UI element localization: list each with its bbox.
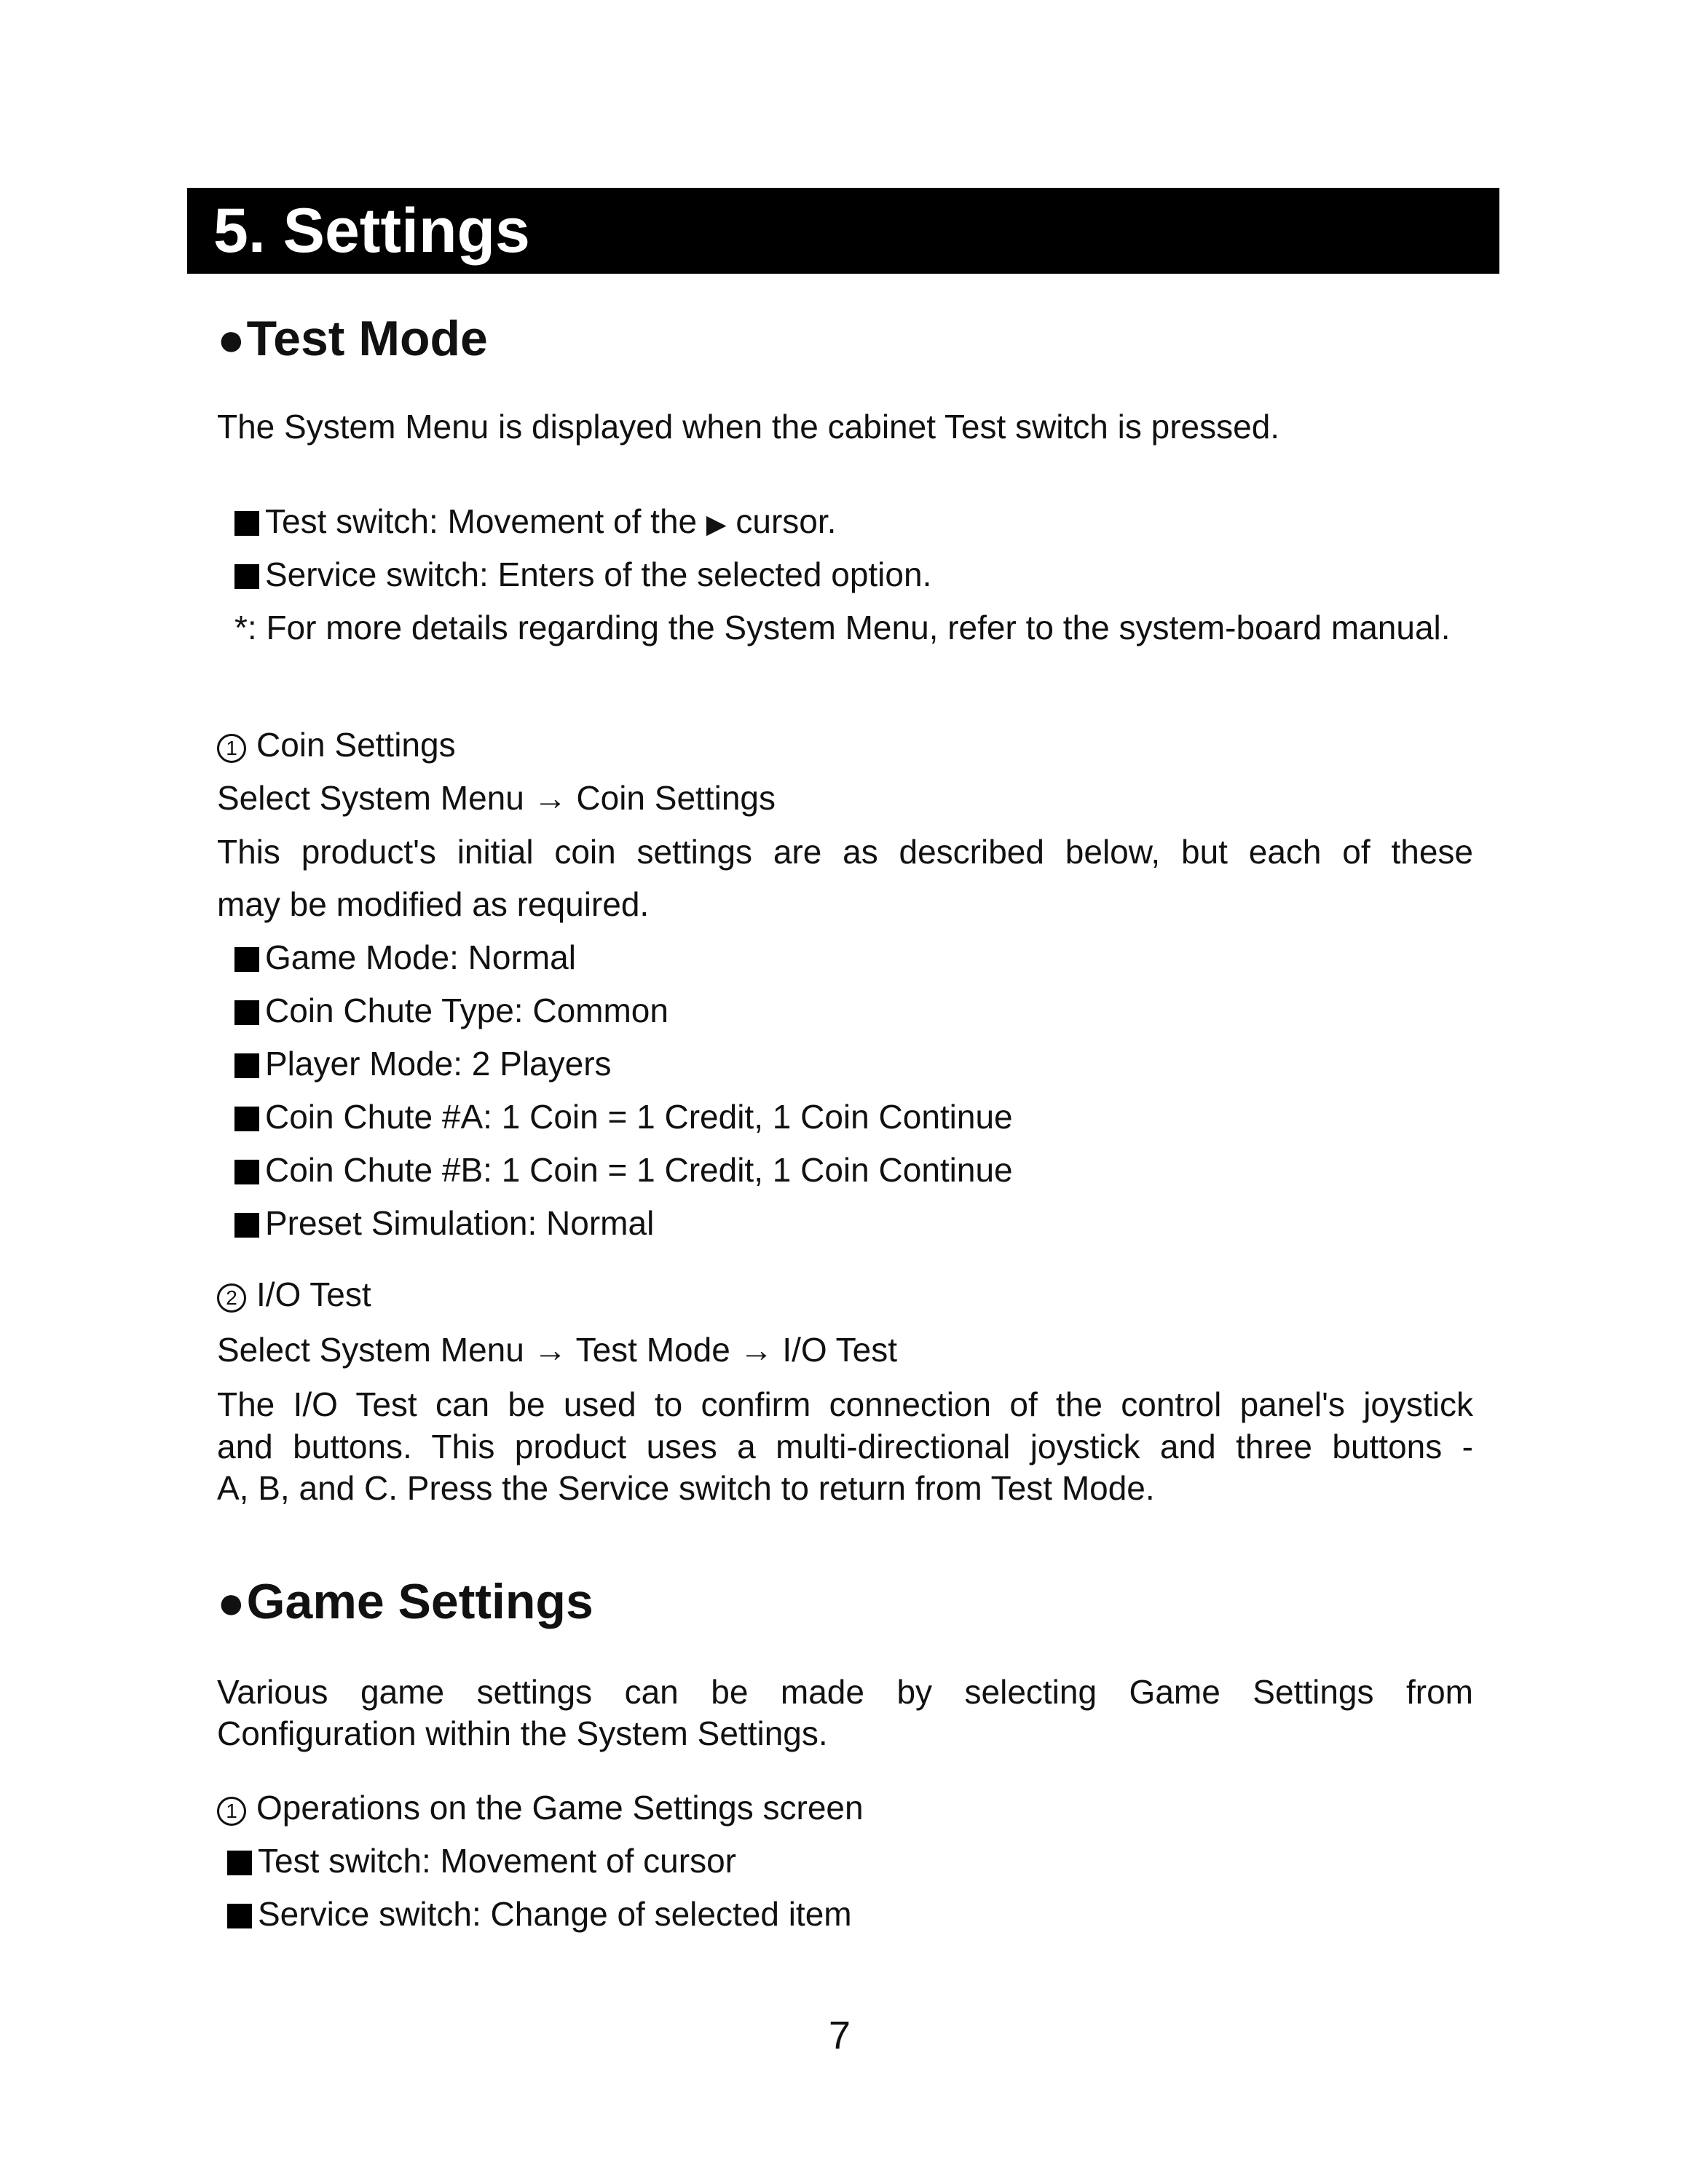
coin-setting-item: Player Mode: 2 Players: [234, 1043, 612, 1084]
square-bullet-icon: [234, 511, 259, 536]
circled-number: 1: [217, 1797, 246, 1826]
coin-setting-item: Preset Simulation: Normal: [234, 1203, 654, 1243]
test-mode-intro: The System Menu is displayed when the cabinet Test switch is pressed.: [217, 408, 1280, 446]
square-bullet-icon: [227, 1904, 252, 1928]
operations-item: Service switch: Change of selected item: [227, 1894, 852, 1934]
coin-settings-path: Select System Menu → Coin Settings: [217, 779, 776, 817]
filled-circle-icon: ●: [217, 1576, 245, 1629]
game-settings-heading-text: Game Settings: [246, 1574, 593, 1629]
arrow-right-icon: →: [533, 779, 567, 817]
test-mode-heading-text: Test Mode: [246, 311, 488, 366]
play-triangle-icon: ▶: [706, 509, 727, 539]
test-mode-heading: [217, 309, 488, 368]
coin-settings-desc-1: This product's initial coin settings are as described below, but each of these: [217, 833, 1473, 871]
coin-setting-item: Coin Chute #A: 1 Coin = 1 Credit, 1 Coin Continue: [234, 1096, 1013, 1137]
coin-settings-desc-2: may be modified as required.: [217, 885, 650, 923]
square-bullet-icon: [234, 947, 259, 972]
io-test-title: 2 I/O Test: [217, 1274, 371, 1315]
coin-settings-title: 1 Coin Settings: [217, 724, 456, 765]
square-bullet-icon: [234, 564, 259, 589]
section-title: 5. Settings: [187, 188, 1499, 274]
square-bullet-icon: [234, 1107, 259, 1131]
filled-circle-icon: ●: [217, 313, 245, 365]
system-menu-note: *: For more details regarding the System Menu, refer to the system-board manual.: [234, 609, 1451, 646]
game-settings-intro-2: Configuration within the System Settings.: [217, 1714, 828, 1752]
page-number: 7: [829, 2014, 851, 2057]
coin-setting-item: Game Mode: Normal: [234, 937, 576, 978]
io-test-desc-2: and buttons. This product uses a multi-directional joystick and three buttons -: [217, 1428, 1473, 1465]
square-bullet-icon: [234, 1000, 259, 1025]
arrow-right-icon: →: [533, 1331, 567, 1369]
coin-setting-item: Coin Chute Type: Common: [234, 990, 669, 1031]
test-switch-bullet: Test switch: Movement of the ▶ cursor.: [234, 501, 836, 545]
coin-setting-item: Coin Chute #B: 1 Coin = 1 Credit, 1 Coin Continue: [234, 1150, 1013, 1190]
square-bullet-icon: [227, 1851, 252, 1875]
square-bullet-icon: [234, 1213, 259, 1238]
circled-number: 1: [217, 734, 246, 763]
io-test-desc-1: The I/O Test can be used to confirm connection of the control panel's joystick: [217, 1385, 1473, 1423]
square-bullet-icon: [234, 1053, 259, 1078]
service-switch-bullet: Service switch: Enters of the selected option.: [234, 554, 931, 595]
game-settings-intro-1: Various game settings can be made by selecting Game Settings from: [217, 1673, 1473, 1711]
operations-title: 1 Operations on the Game Settings screen: [217, 1787, 864, 1828]
operations-item: Test switch: Movement of cursor: [227, 1840, 736, 1881]
circled-number: 2: [217, 1283, 246, 1313]
arrow-right-icon: →: [739, 1331, 773, 1369]
io-test-desc-3: A, B, and C. Press the Service switch to return from Test Mode.: [217, 1469, 1155, 1507]
square-bullet-icon: [234, 1160, 259, 1184]
io-test-path: Select System Menu → Test Mode → I/O Test: [217, 1331, 898, 1369]
game-settings-heading: [217, 1572, 593, 1631]
